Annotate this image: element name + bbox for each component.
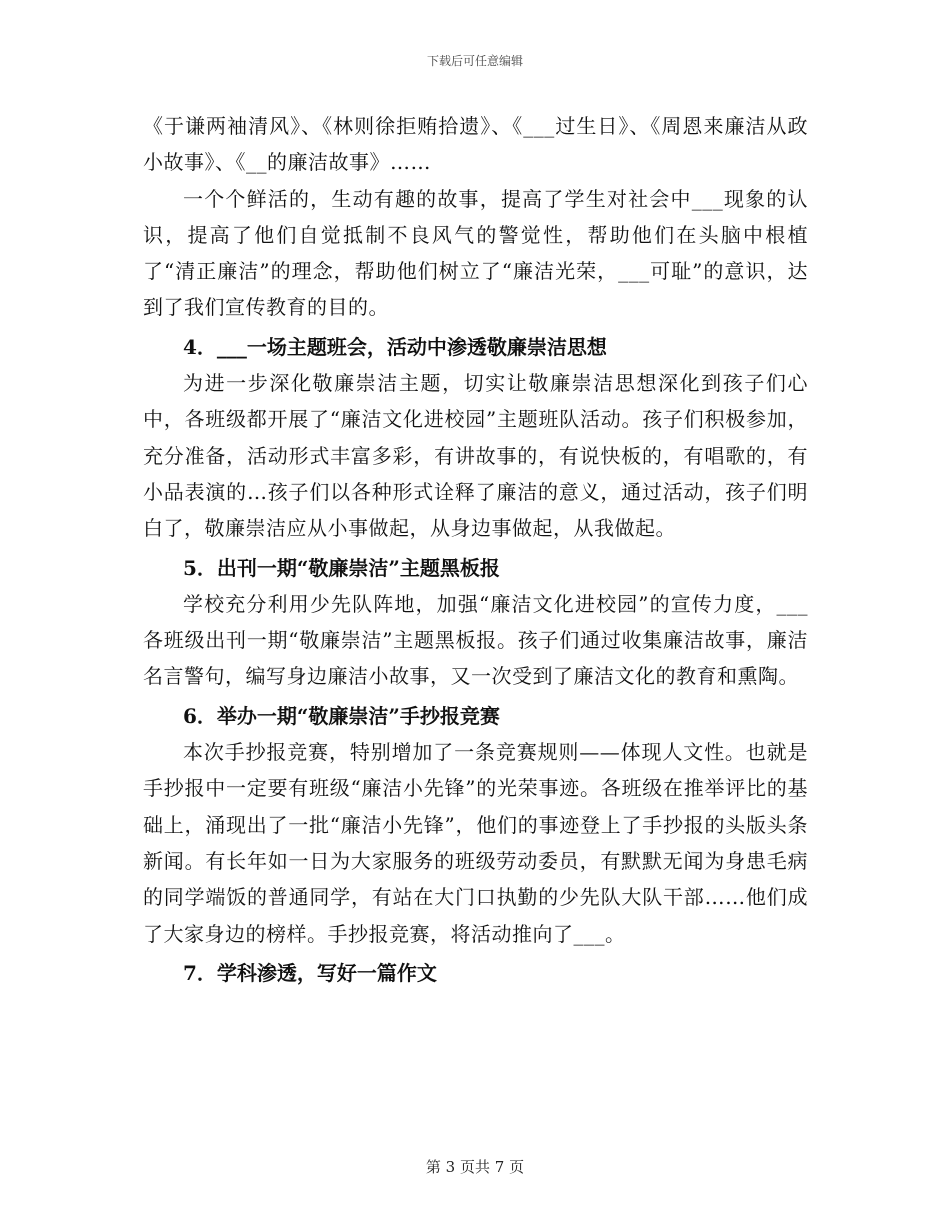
heading-section-6: 6．举办一期“敬廉崇洁”手抄报竞赛 [183, 703, 500, 728]
document-body [143, 108, 808, 991]
paragraph-story-list: 《于谦两袖清风》、《林则徐拒贿拾遗》、《___过生日》、《周恩来廉洁从政小故事》、《__的廉洁故事》…… [143, 114, 808, 175]
paragraph-section-4: 为进一步深化敬廉崇洁主题，切实让敬廉崇洁思想深化到孩子们心中，各班级都开展了“廉洁文化进校园”主题班队活动。孩子们积极参加，充分准备，活动形式丰富多彩，有讲故事的，有说快板的，有唱歌的，有小品表演的…孩子们以各种形式诠释了廉洁的意义，通过活动，孩子们明白了，敬廉崇洁应从小事做起，从身边事做起，从我做起。 [143, 371, 808, 541]
paragraph-section-5: 学校充分利用少先队阵地，加强“廉洁文化进校园”的宣传力度，___各班级出刊一期“敬廉崇洁”主题黑板报。孩子们通过收集廉洁故事，廉洁名言警句，编写身边廉洁小故事，又一次受到了廉洁文化的教育和熏陶。 [143, 591, 808, 689]
paragraph-story-effect: 一个个鲜活的，生动有趣的故事，提高了学生对社会中___现象的认识，提高了他们自觉抵制不良风气的警觉性，帮助他们在头脑中根植了“清正廉洁”的理念，帮助他们树立了“廉洁光荣，___可耻”的意识，达到了我们宣传教育的目的。 [143, 186, 808, 320]
heading-section-4: 4．___一场主题班会，活动中渗透敬廉崇洁思想 [183, 334, 607, 359]
page-footer: 第 3 页共 7 页 [425, 1158, 525, 1176]
heading-section-5: 5．出刊一期“敬廉崇洁”主题黑板报 [183, 555, 500, 580]
page-header: 下载后可任意编辑 [426, 54, 523, 68]
heading-section-7: 7．学科渗透，写好一篇作文 [183, 960, 437, 985]
paragraph-section-6: 本次手抄报竞赛，特别增加了一条竞赛规则——体现人文性。也就是手抄报中一定要有班级“廉洁小先锋”的光荣事迹。各班级在推举评比的基础上，涌现出了一批“廉洁小先锋”，他们的事迹登上了手抄报的头版头条新闻。有长年如一日为大家服务的班级劳动委员，有默默无闻为身患毛病的同学端饭的普通同学，有站在大门口执勤的少先队大队干部……他们成了大家身边的榜样。手抄报竞赛，将活动推向了___。 [143, 740, 808, 946]
